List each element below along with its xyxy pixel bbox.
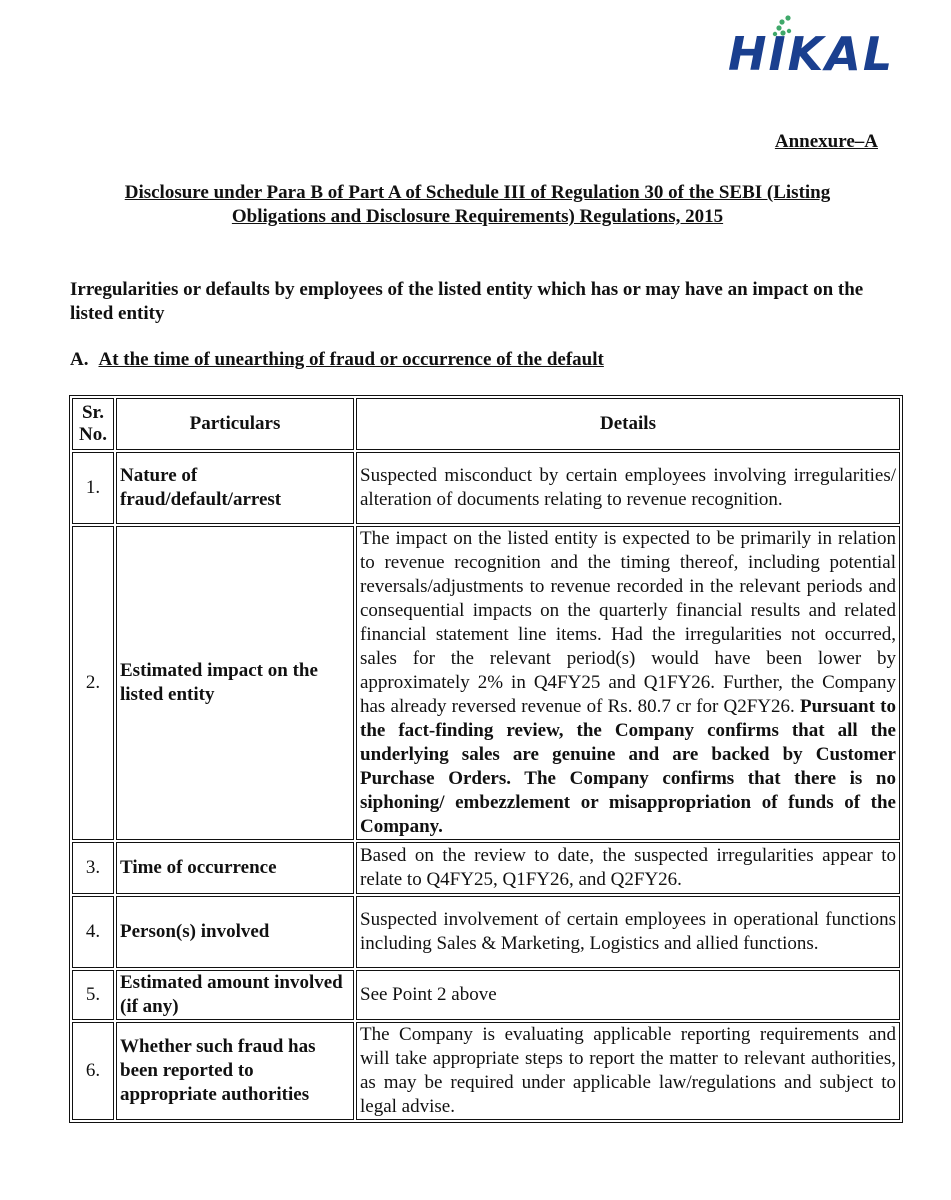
row-sr: 1.	[72, 452, 114, 524]
header-sr-line-2: No.	[79, 424, 107, 445]
document-title	[60, 181, 895, 229]
header-sr-line-1: Sr.	[81, 402, 104, 423]
row-sr: 2.	[72, 526, 114, 840]
hikal-logo-mark	[722, 14, 912, 76]
table-row	[72, 1022, 900, 1120]
row-particular: Nature of fraud/default/arrest	[116, 452, 354, 524]
row-sr: 3.	[72, 842, 114, 894]
row-particular: Whether such fraud has been reported to appropriate authorities	[116, 1022, 354, 1120]
row-particular: Estimated amount involved (if any)	[116, 970, 354, 1020]
hikal-logo	[722, 14, 912, 76]
row-detail: Suspected misconduct by certain employees involving irregularities/ alteration of documents relating to revenue recognition.	[356, 452, 900, 524]
row-particular: Estimated impact on the listed entity	[116, 526, 354, 840]
header-sr-no	[72, 398, 114, 450]
table-row	[72, 452, 900, 524]
section-letter: A.	[70, 349, 89, 370]
row-sr: 4.	[72, 896, 114, 968]
document-title-line-2: Obligations and Disclosure Requirements) Regulations, 2015	[231, 206, 724, 227]
row-detail: Suspected involvement of certain employees in operational functions including Sales & Marketing, Logistics and allied functions.	[356, 896, 900, 968]
row-sr: 6.	[72, 1022, 114, 1120]
section-heading-text: At the time of unearthing of fraud or occurrence of the default	[98, 349, 604, 370]
header-details: Details	[356, 398, 900, 450]
table-row	[72, 896, 900, 968]
annexure-label: Annexure–A	[774, 131, 878, 152]
disclosure-subject: Irregularities or defaults by employees of the listed entity which has or may have an impact on the listed entity	[70, 279, 864, 324]
row-detail: Based on the review to date, the suspected irregularities appear to relate to Q4FY25, Q1FY26, and Q2FY26.	[356, 842, 900, 894]
row-particular: Time of occurrence	[116, 842, 354, 894]
document-title-line-1: Disclosure under Para B of Part A of Schedule III of Regulation 30 of the SEBI (Listing	[124, 182, 831, 203]
row-particular: Person(s) involved	[116, 896, 354, 968]
svg-text:HIKAL: HIKAL	[728, 27, 895, 76]
row-detail-regular: The impact on the listed entity is expected to be primarily in relation to revenue recognition and the timing thereof, including potential reversals/adjustments to revenue recorded in the relevant periods and consequential impacts on the quarterly financial results and related financial statement line items. Had the irregularities not occurred, sales for the relevant period(s) would have been lower by approximately 2% in Q4FY25 and Q1FY26. Further, the Company has already reversed revenue of Rs. 80.7 cr for Q2FY26.	[360, 528, 896, 717]
table-header-row	[72, 398, 900, 450]
row-detail-bold: Pursuant to the fact-finding review, the Company confirms that all the underlying sales are genuine and are backed by Customer Purchase Orders. The Company confirms that there is no siphoning/ embezzlement or misappropriation of funds of the Company.	[360, 696, 896, 837]
disclosure-table	[69, 395, 903, 1123]
table-row	[72, 526, 900, 840]
row-detail: The Company is evaluating applicable reporting requirements and will take appropriate steps to report the matter to relevant authorities, as may be required under applicable law/regulations and subject to legal advise.	[356, 1022, 900, 1120]
row-sr: 5.	[72, 970, 114, 1020]
row-detail: See Point 2 above	[356, 970, 900, 1020]
row-detail	[356, 526, 900, 840]
table-row	[72, 842, 900, 894]
table-row	[72, 970, 900, 1020]
header-particulars: Particulars	[116, 398, 354, 450]
section-heading	[70, 349, 604, 371]
